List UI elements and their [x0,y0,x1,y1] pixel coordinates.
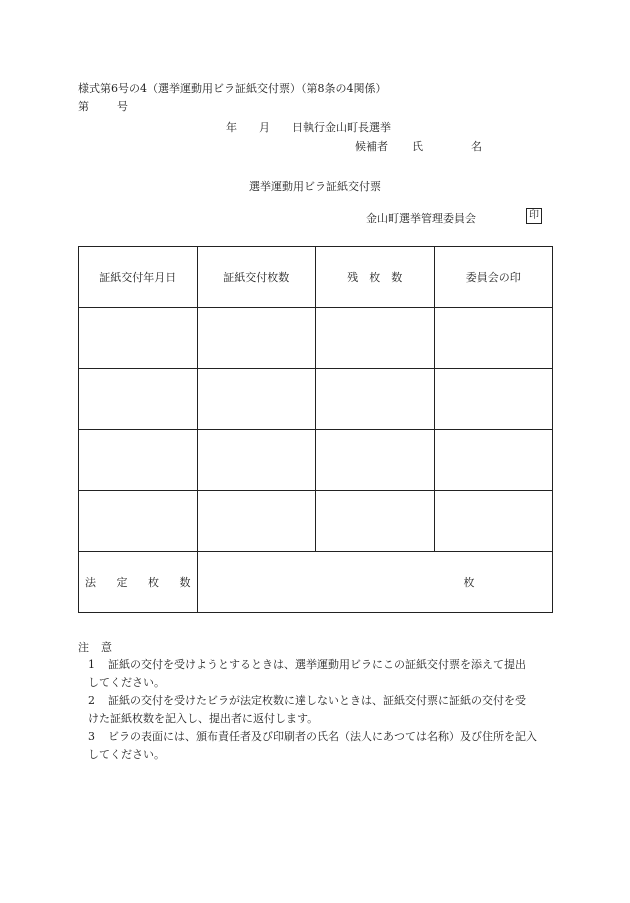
table-cell[interactable] [79,369,198,430]
table-cell[interactable] [79,491,198,552]
date-month: 月 [259,121,270,134]
table-cell[interactable] [79,308,198,369]
note-text-continued: してください。 [88,748,165,761]
table-row [79,308,553,369]
note-text: 証紙の交付を受けようとするときは、選挙運動用ビラにこの証紙交付票を添えて提出 [108,658,526,671]
number-suffix: 号 [117,100,128,113]
note-text: ビラの表面には、頒布責任者及び印刷者の氏名（法人にあつては名称）及び住所を記入 [108,730,537,743]
note-text-continued: けた証紙枚数を記入し、提出者に返付します。 [88,712,319,725]
note-item [88,728,556,764]
note-item [88,692,556,728]
legal-label-char: 定 [116,576,128,589]
notes-heading [78,639,112,655]
legal-limit-row [79,552,553,613]
number-prefix: 第 [78,100,89,113]
table-cell[interactable] [316,369,435,430]
legal-label-char: 法 [85,576,96,589]
column-header-issue-count: 証紙交付枚数 [197,247,316,308]
table-cell[interactable] [434,491,553,552]
column-header-remaining: 残 枚 数 [316,247,435,308]
issuer-name: 金山町選挙管理委員会 [366,212,476,225]
certificate-table [78,246,553,613]
notes-heading-char: 意 [101,641,112,654]
name-label-right: 名 [471,140,482,153]
column-header-committee-seal: 委員会の印 [434,247,553,308]
table-cell[interactable] [197,369,316,430]
date-day-election: 日執行金山町長選挙 [292,121,391,134]
column-header-issue-date: 証紙交付年月日 [79,247,198,308]
name-label-left: 氏 [412,140,423,153]
note-text-continued: してください。 [88,676,165,689]
note-text: 証紙の交付を受けたビラが法定枚数に達しないときは、証紙交付票に証紙の交付を受 [108,694,526,707]
notes-heading-char: 注 [78,641,89,654]
legal-limit-unit: 枚 [463,576,475,589]
table-cell[interactable] [197,430,316,491]
date-year: 年 [226,121,237,134]
document-title: 選挙運動用ビラ証紙交付票 [249,180,381,193]
election-date-line [226,119,391,135]
table-cell[interactable] [434,430,553,491]
candidate-label: 候補者 [355,140,388,153]
legal-limit-label [79,552,198,613]
table-cell[interactable] [316,308,435,369]
table-cell[interactable] [79,430,198,491]
legal-label-char: 数 [179,576,191,589]
legal-label-char: 枚 [148,576,159,589]
table-cell[interactable] [434,308,553,369]
table-cell[interactable] [434,369,553,430]
table-row [79,430,553,491]
table-cell[interactable] [197,308,316,369]
document-number [78,98,128,114]
table-cell[interactable] [316,430,435,491]
table-cell[interactable] [197,491,316,552]
note-number: 1 [88,658,95,671]
note-number: 3 [88,730,95,743]
table-row [79,491,553,552]
legal-limit-value[interactable] [197,552,553,613]
note-number: 2 [88,694,95,707]
form-title: 様式第6号の4（選挙運動用ビラ証紙交付票）（第8条の4関係） [78,82,387,95]
table-header-row [79,247,553,308]
seal-mark: 印 [526,208,542,224]
note-item [88,656,556,692]
table-row [79,369,553,430]
table-cell[interactable] [316,491,435,552]
candidate-line [355,138,482,154]
